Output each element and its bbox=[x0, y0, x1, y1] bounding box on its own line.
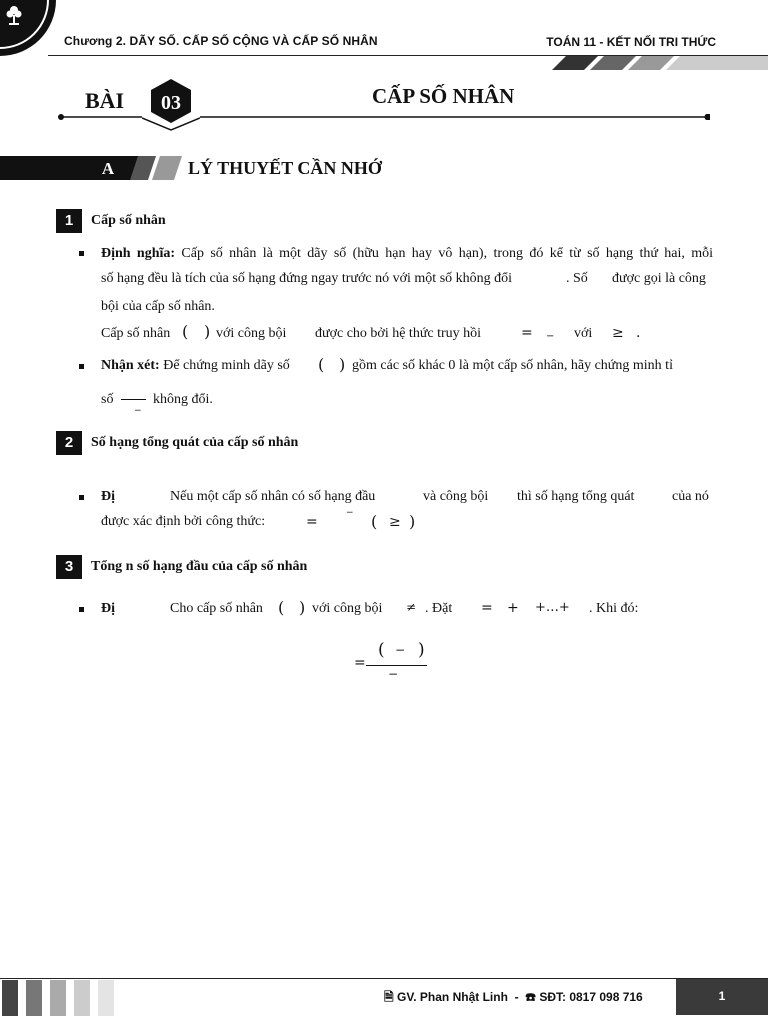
section-3-line-b: với công bội bbox=[312, 601, 383, 616]
document-icon: 🗎 bbox=[384, 990, 394, 1004]
section-a-bar bbox=[0, 156, 186, 182]
minus-sign: − bbox=[388, 667, 399, 681]
page-number: 1 bbox=[676, 979, 768, 1015]
author-phone: SĐT: 0817 098 716 bbox=[539, 990, 643, 1004]
paren-close: ) bbox=[299, 598, 306, 617]
definition-line-2a: số hạng đều là tích của số hạng đứng ngay trước nó với một số không đổi bbox=[101, 271, 513, 286]
header-stripes bbox=[552, 56, 768, 72]
section-2-number: 2 bbox=[56, 431, 82, 455]
geq-sign: ≥ bbox=[389, 514, 401, 530]
paren-close: ) bbox=[418, 640, 425, 660]
bullet bbox=[79, 251, 84, 256]
book-title: TOÁN 11 - KẾT NỐI TRI THỨC bbox=[546, 35, 716, 49]
section-3-line-a: Cho cấp số nhân bbox=[170, 601, 263, 616]
section-2-title: Số hạng tổng quát của cấp số nhân bbox=[91, 435, 299, 450]
section-a-letter: A bbox=[101, 159, 115, 178]
paren-open: ( bbox=[318, 355, 325, 374]
paren-open: ( bbox=[378, 640, 385, 660]
equals-sign: = bbox=[521, 325, 533, 341]
minus-sign: − bbox=[546, 331, 555, 342]
remark-line-2a: số bbox=[101, 392, 114, 407]
section-2-line-1a: Nếu một cấp số nhân có số hạng đầu bbox=[170, 489, 376, 504]
recurrence-b: với công bội bbox=[216, 326, 287, 341]
bullet bbox=[79, 364, 84, 369]
bullet bbox=[79, 607, 84, 612]
bullet bbox=[79, 495, 84, 500]
phone-icon: ☎ bbox=[525, 990, 536, 1004]
paren-close: ) bbox=[339, 355, 346, 374]
minus-sign: − bbox=[134, 406, 142, 416]
section-2-line-1d: của nó bbox=[672, 489, 709, 504]
recurrence-a: Cấp số nhân bbox=[101, 326, 171, 341]
section-3-title: Tổng n số hạng đầu của cấp số nhân bbox=[91, 559, 308, 574]
recurrence-d: với bbox=[574, 326, 593, 341]
minus-sign: − bbox=[395, 643, 406, 657]
author-name: GV. Phan Nhật Linh bbox=[397, 990, 508, 1004]
equals-sign: = bbox=[354, 655, 366, 671]
section-3-label: Đị bbox=[101, 601, 115, 616]
lesson-number-badge bbox=[142, 76, 200, 132]
footer-stripes bbox=[0, 980, 120, 1016]
section-2-line-1b: và công bội bbox=[423, 489, 489, 504]
plus-dots: +…+ bbox=[535, 600, 570, 615]
equals-sign: = bbox=[306, 514, 318, 530]
section-3-line-c: . Đặt bbox=[425, 601, 453, 616]
neq-sign: ≠ bbox=[406, 600, 417, 614]
section-a-title: LÝ THUYẾT CẦN NHỚ bbox=[188, 158, 382, 178]
remark-line-1b: gồm các số khác 0 là một cấp số nhân, hãy chứng minh tỉ bbox=[352, 358, 673, 373]
plus-sign: + bbox=[507, 600, 519, 616]
paren-open: ( bbox=[371, 512, 378, 531]
footer-credit: 🗎 GV. Phan Nhật Linh - ☎ SĐT: 0817 098 716 bbox=[384, 990, 643, 1004]
chapter-title: Chương 2. DÃY SỐ. CẤP SỐ CỘNG VÀ CẤP SỐ NHÂN bbox=[64, 34, 378, 48]
fraction-bar bbox=[366, 665, 427, 666]
section-1-title: Cấp số nhân bbox=[91, 213, 166, 228]
lesson-title: CẤP SỐ NHÂN bbox=[372, 84, 515, 108]
period: . bbox=[636, 325, 641, 341]
remark-line-2b: không đổi. bbox=[153, 392, 213, 407]
section-1-number: 1 bbox=[56, 209, 82, 233]
footer-divider bbox=[0, 978, 768, 979]
equals-sign: = bbox=[481, 600, 493, 616]
minus-sign: − bbox=[346, 508, 354, 518]
paren-open: ( bbox=[278, 598, 285, 617]
recurrence-c: được cho bởi hệ thức truy hồi bbox=[315, 326, 482, 341]
definition-line-1: Định nghĩa: Cấp số nhân là một dãy số (hữu hạn hay vô hạn), trong đó kể từ số hạng thứ hai, mỗi bbox=[101, 246, 714, 261]
geq-sign: ≥ bbox=[612, 325, 624, 341]
lesson-number: 03 bbox=[161, 92, 181, 114]
section-2-line-2: được xác định bởi công thức: bbox=[101, 514, 266, 529]
definition-line-2c: được gọi là công bbox=[612, 271, 706, 286]
definition-line-3: bội của cấp số nhân. bbox=[101, 299, 215, 314]
corner-logo bbox=[0, 0, 60, 58]
remark-line-1a: Nhận xét: Để chứng minh dãy số bbox=[101, 358, 290, 373]
lesson-label: BÀI bbox=[85, 88, 125, 113]
paren-open: ( bbox=[182, 322, 189, 341]
paren-close: ) bbox=[409, 512, 416, 531]
section-3-line-d: . Khi đó: bbox=[589, 601, 639, 616]
paren-close: ) bbox=[204, 322, 211, 341]
section-2-line-1c: thì số hạng tổng quát bbox=[517, 489, 635, 504]
section-3-number: 3 bbox=[56, 555, 82, 579]
definition-line-2b: . Số bbox=[566, 271, 588, 286]
fraction-bar bbox=[121, 399, 146, 400]
section-2-label: Đị bbox=[101, 489, 115, 504]
